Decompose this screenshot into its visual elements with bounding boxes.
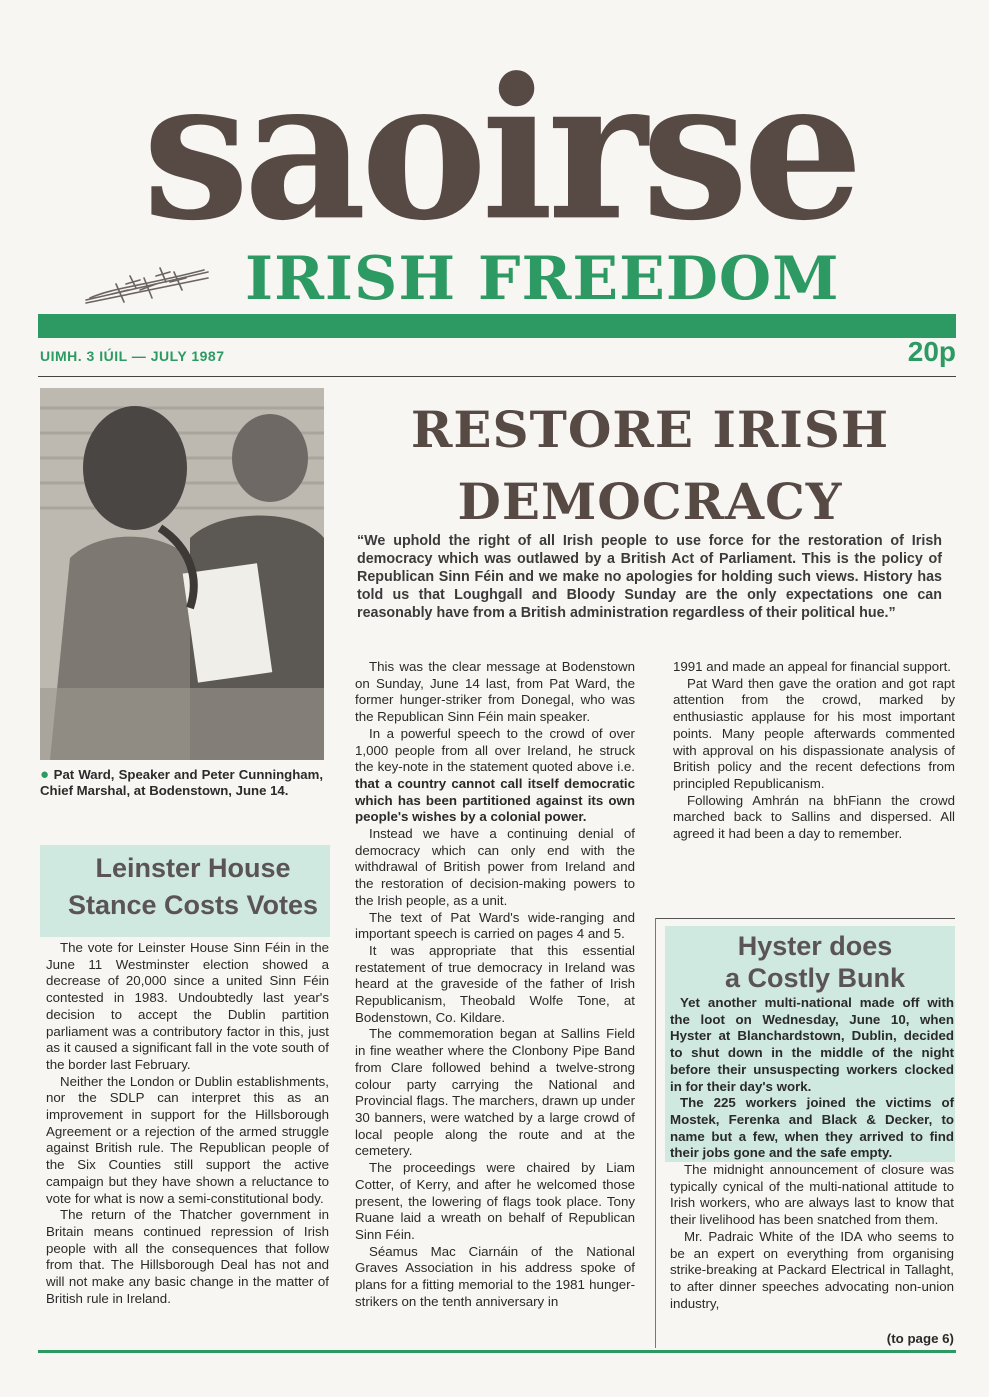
headline-line-2: DEMOCRACY — [457, 472, 843, 531]
hyster-headline — [665, 930, 965, 994]
bottom-green-rule — [38, 1350, 956, 1353]
leinster-headline — [40, 850, 346, 924]
issue-price: 20p — [907, 336, 956, 367]
photo-caption — [40, 767, 323, 799]
hyster-article — [670, 1162, 954, 1312]
hyster-headline-line-1: Hyster does — [737, 931, 893, 961]
hyster-headline-line-2: a Costly Bunk — [724, 963, 906, 993]
caption-text: Pat Ward, Speaker and Peter Cunningham, Chief Marshal, at Bodenstown, June 14. — [40, 767, 323, 798]
lead-quote: “We uphold the right of all Irish people to use force for the restoration of Irish democracy which was outlawed by a British Act of Parliament. This is the policy of Republican Sinn Féin and we make no apologies for holding such views. History has told us that Loughgall and Bloody Sunday are the only expectations one can reasonably have from a British administration regardless of their political hue.” — [357, 533, 942, 621]
paragraph: Following Amhrán na bhFiann the crowd marched back to Sallins and dispersed. All agreed it had been a day to remember. — [673, 792, 955, 842]
leinster-headline-line-1: Leinster House — [95, 853, 291, 883]
paragraph: Neither the London or Dublin establishments, nor the SDLP can interpret this as an improvement in support for the Hillsborough Agreement or a rejection of the armed struggle against British rule. The Republican people of the Six Counties still support the active campaign but they have shown a reluctance to vote for what is now a semi-constitutional body. — [46, 1073, 329, 1206]
paragraph — [355, 726, 635, 826]
paragraph: Pat Ward then gave the oration and got rapt attention from the crowd, marked by enthusiastic applause for his most important points. Many people afterwards commented with approval on his dispassionate analysis of British policy and the recent defections from principled Republicanism. — [673, 675, 955, 791]
paragraph: It was appropriate that this essential restatement of true democracy in Ireland was heard at the graveside of the father of Irish Republicanism, Theobald Wolfe Tone, at Bodenstown, Co. Kildare. — [355, 942, 635, 1025]
lead-headline — [340, 394, 960, 538]
paragraph: Séamus Mac Ciarnáin of the National Graves Association in his address spoke of plans for a fitting memorial to the 1981 hunger-strikers on the tenth anniversary in — [355, 1243, 635, 1309]
paragraph: Instead we have a continuing denial of democracy which can only end with the withdrawal of British power from Ireland and the restoration of decision-making powers to the Irish people, as a unit. — [355, 826, 635, 908]
paragraph: The 225 workers joined the victims of Mostek, Ferenka and Black & Decker, to name but a few, when they arrived to find their jobs gone and the safe empty. — [670, 1095, 954, 1161]
masthead-rule — [38, 376, 956, 377]
lead-column-middle — [355, 659, 635, 1310]
headline-line-1: RESTORE IRISH — [410, 400, 890, 459]
paragraph: This was the clear message at Bodenstown on Sunday, June 14 last, from Pat Ward, the former hunger-striker from Donegal, who was the Republican Sinn Féin main speaker. — [355, 659, 635, 725]
continued-link[interactable]: (to page 6) — [886, 1331, 954, 1346]
hyster-top-rule — [655, 918, 955, 919]
masthead-title: saoirse — [142, 35, 858, 264]
leinster-article — [46, 940, 329, 1307]
hyster-column-rule — [655, 918, 656, 1348]
paragraph: The vote for Leinster House Sinn Féin in the June 11 Westminster election showed a decrease of 20,000 since a united Sinn Féin contested in 1983. Undoubtedly last year's decision to accept the Dublin partition parliament was a contributory factor in this, just as it caused a significant fall in the vote south of the border last February. — [46, 940, 329, 1072]
speaker-photo — [40, 388, 324, 760]
leinster-headline-line-2: Stance Costs Votes — [67, 890, 319, 920]
paragraph: Mr. Padraic White of the IDA who seems to be an expert on everything from organising strike-breaking at Packard Electrical in Tallaght, to after dinner speeches advocating non-union industry, — [670, 1228, 954, 1311]
paragraph: The return of the Thatcher government in Britain means continued repression of Irish people with all the consequences that follow from that. The Hillsborough Deal has not and will not make any basic change in the matter of British rule in Ireland. — [46, 1207, 329, 1306]
paragraph: The proceedings were chaired by Liam Cotter, of Kerry, and after he welcomed those present, the lowering of flags took place. Tony Ruane laid a wreath on behalf of Republican Sinn Féin. — [355, 1160, 635, 1242]
paragraph: The midnight announcement of closure was typically cynical of the multi-national attitude to Irish workers, who are always last to know that their livelihood has been snatched from them. — [670, 1162, 954, 1228]
caption-bullet: ● — [40, 766, 50, 783]
masthead-green-bar — [38, 314, 956, 338]
paragraph-text: In a powerful speech to the crowd of over 1,000 people from all over Ireland, he struck the key-note in the statement quoted above i.e. — [355, 725, 635, 775]
paragraph: The text of Pat Ward's wide-ranging and important speech is carried on pages 4 and 5. — [355, 909, 635, 942]
masthead-subtitle: IRISH FREEDOM — [245, 244, 840, 314]
barbed-wire-icon — [82, 258, 212, 308]
hyster-intro — [670, 995, 954, 1162]
issue-date-line: UIMH. 3 IÚIL — JULY 1987 — [40, 348, 225, 364]
paragraph-emphasis: that a country cannot call itself democratic which has been partitioned against its own people's wishes by a colonial power. — [355, 775, 635, 825]
paragraph: Yet another multi-national made off with the loot on Wednesday, June 10, when Hyster at Blanchardstown, Dublin, decided to shut down in the middle of the night before their unsuspecting workers clocked in for their day's work. — [670, 995, 954, 1094]
lead-column-right — [673, 659, 955, 843]
paragraph: The commemoration began at Sallins Field in fine weather where the Clonbony Pipe Band from Clare followed behind a twelve-strong colour party carrying the National and Provincial flags. The marchers, drawn up under 30 banners, were watched by a large crowd of local people along the route and at the cemetery. — [355, 1026, 635, 1159]
paragraph: 1991 and made an appeal for financial support. — [673, 659, 951, 674]
